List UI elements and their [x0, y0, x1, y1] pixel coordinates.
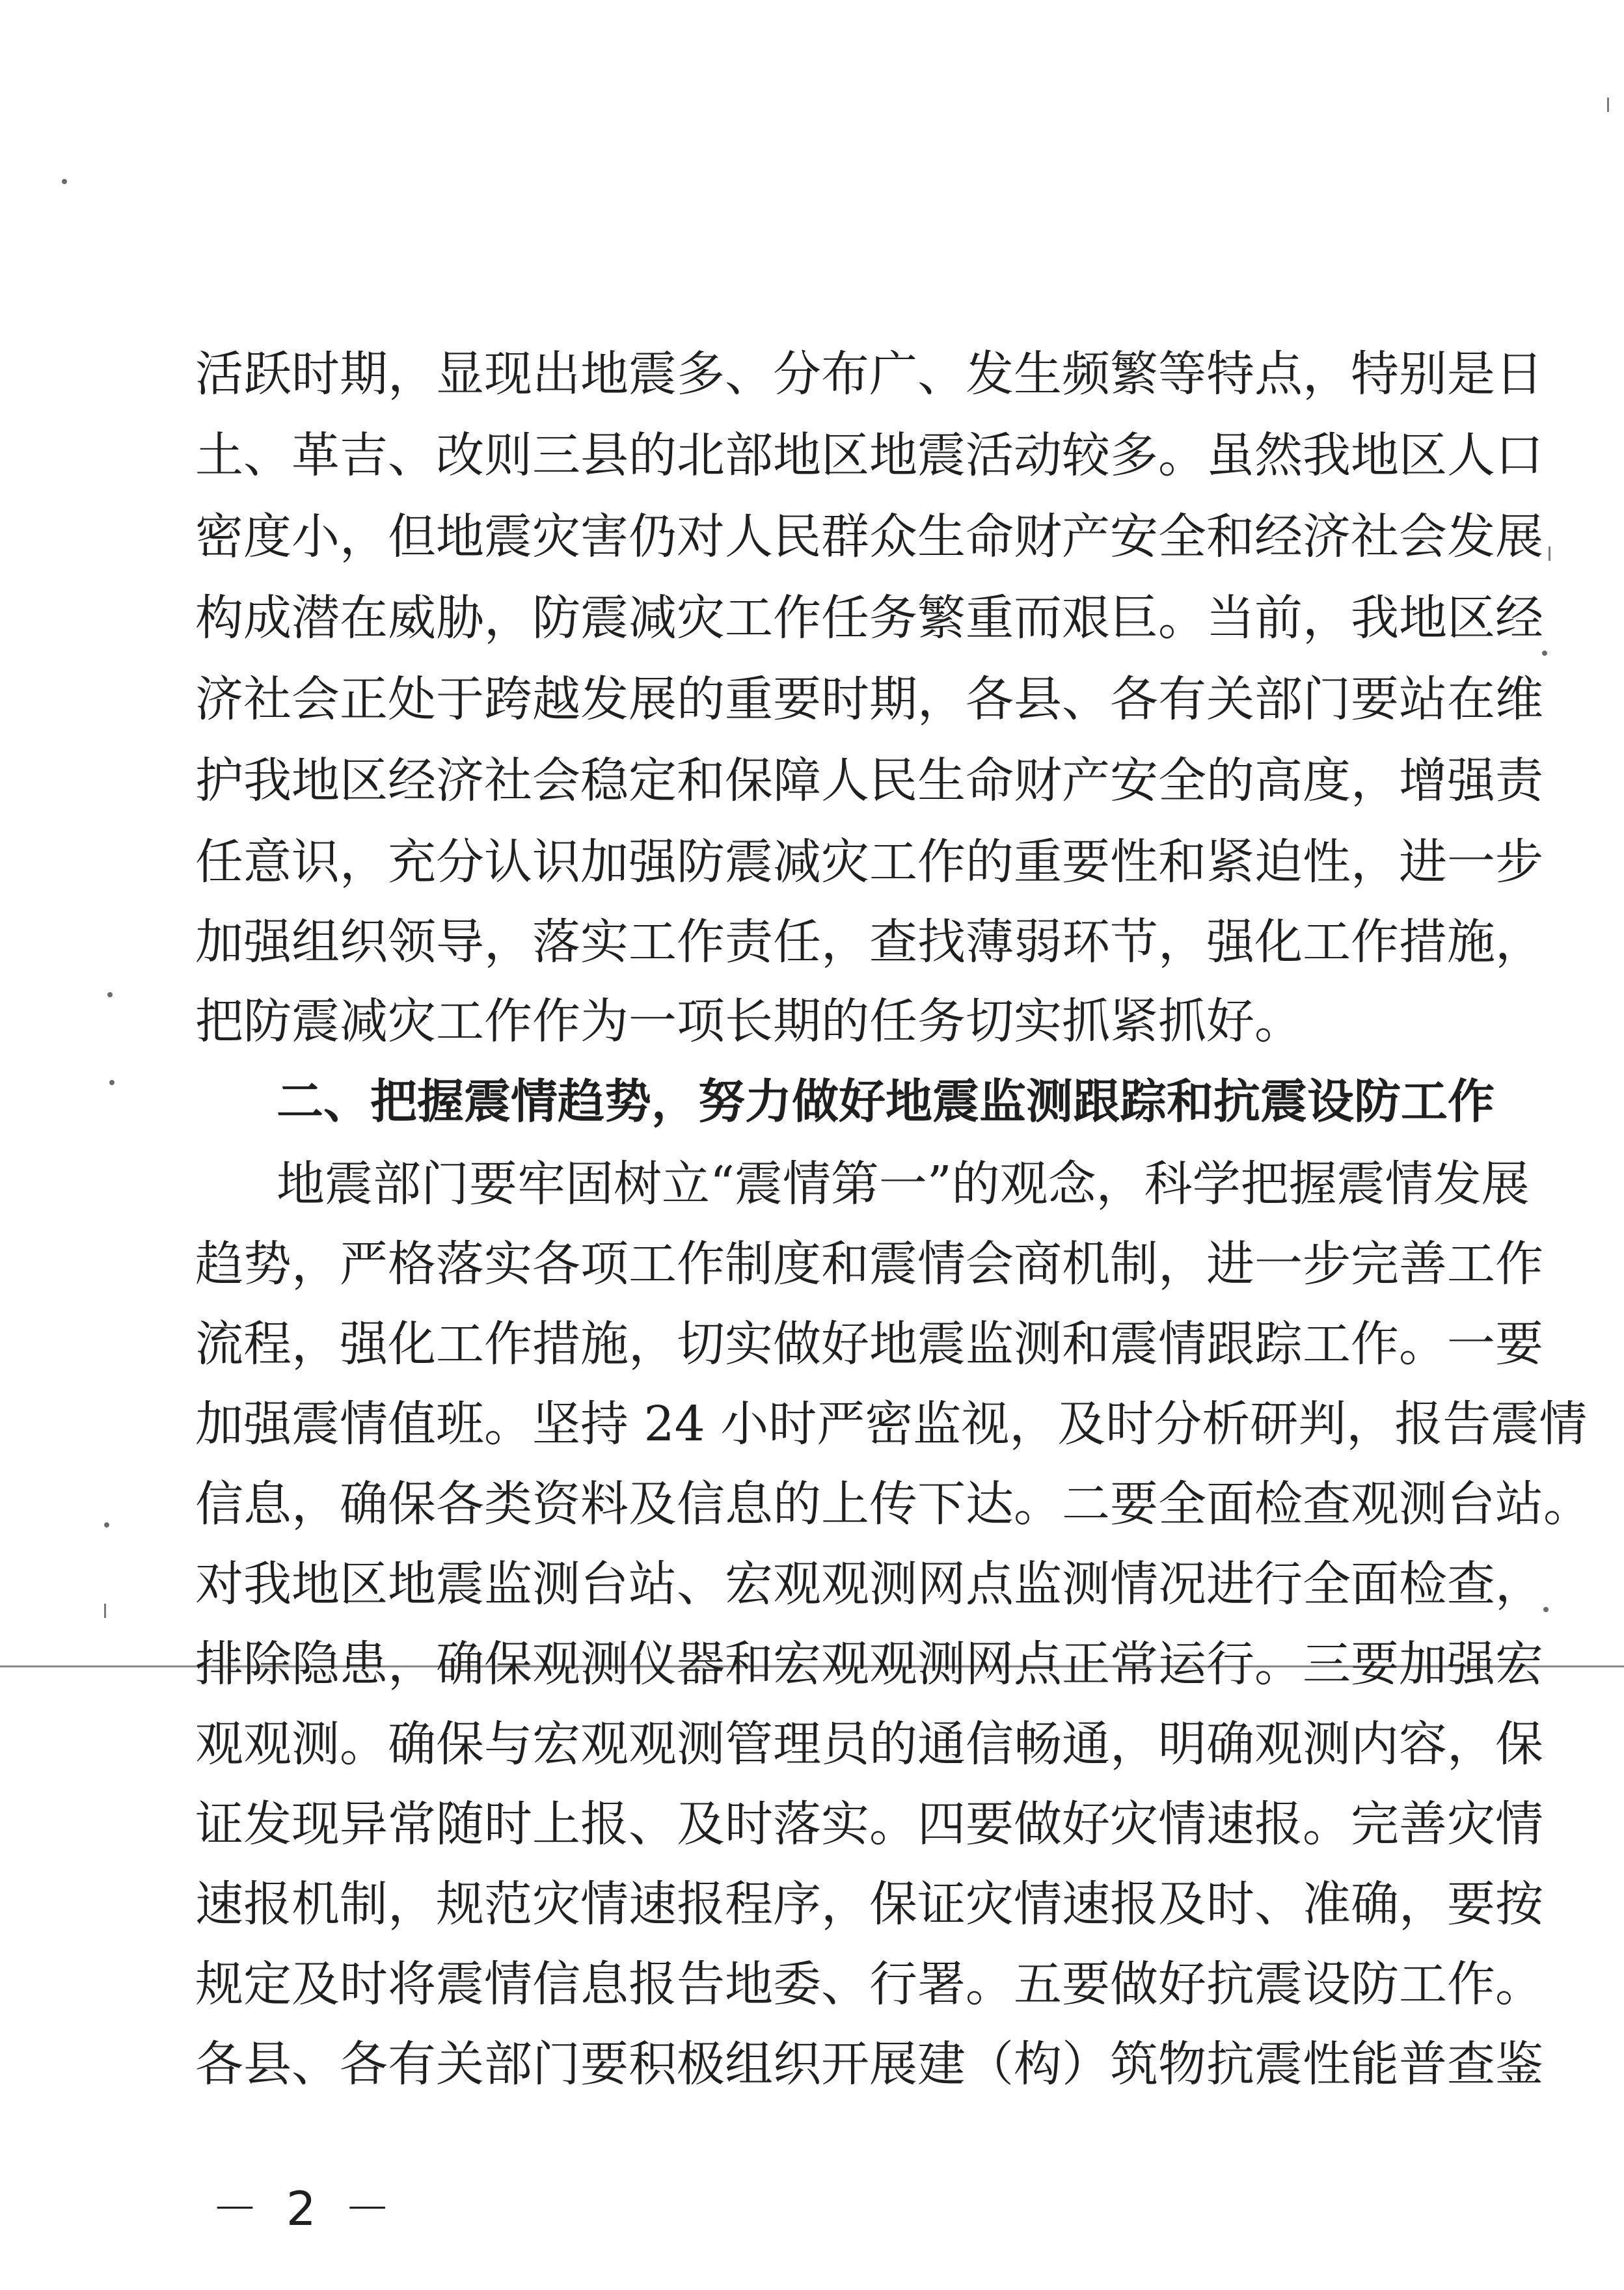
body-text-line: 土、革吉、改则三县的北部地区地震活动较多。虽然我地区人口: [195, 427, 1543, 483]
body-text-line: 济社会正处于跨越发展的重要时期，各县、各有关部门要站在维: [195, 671, 1543, 727]
body-text-line: 趋势，严格落实各项工作制度和震情会商机制，进一步完善工作: [195, 1236, 1543, 1292]
body-text-line: 信息，确保各类资料及信息的上传下达。二要全面检查观测台站。: [195, 1476, 1591, 1532]
scan-mark: [1607, 98, 1609, 112]
scan-speck: [104, 1522, 109, 1528]
body-text-line: 速报机制，规范灾情速报程序，保证灾情速报及时、准确，要按: [195, 1876, 1543, 1932]
body-text-line: 任意识，充分认识加强防震减灾工作的重要性和紧迫性，进一步: [195, 834, 1543, 890]
body-text-line: 构成潜在威胁，防震减灾工作任务繁重而艰巨。当前，我地区经: [195, 590, 1543, 646]
scan-speck: [1543, 1607, 1549, 1612]
page-number: － 2 －: [211, 2181, 398, 2236]
scan-mark: [104, 1604, 106, 1618]
body-text-line: 地震部门要牢固树立“震情第一”的观念，科学把握震情发展: [277, 1156, 1530, 1212]
scan-speck: [109, 1080, 115, 1085]
body-text-line: 密度小，但地震灾害仍对人民群众生命财产安全和经济社会发展: [195, 509, 1543, 565]
scan-speck: [107, 992, 113, 997]
scan-speck: [62, 179, 67, 184]
scan-speck: [1542, 651, 1547, 656]
body-text-line: 观观测。确保与宏观观测管理员的通信畅通，明确观测内容，保: [195, 1716, 1543, 1772]
body-text-line: 加强震情值班。坚持 24 小时严密监视，及时分析研判，报告震情: [195, 1396, 1588, 1452]
body-text-line: 对我地区地震监测台站、宏观观测网点监测情况进行全面检查，: [195, 1556, 1543, 1612]
body-text-line: 各县、各有关部门要积极组织开展建（构）筑物抗震性能普查鉴: [195, 2036, 1543, 2092]
body-text-line: 证发现异常随时上报、及时落实。四要做好灾情速报。完善灾情: [195, 1796, 1543, 1852]
scan-mark: [1549, 546, 1550, 561]
body-text-line: 活跃时期，显现出地震多、分布广、发生频繁等特点，特别是日: [195, 346, 1543, 402]
body-text-line: 把防震减灾工作作为一项长期的任务切实抓紧抓好。: [195, 993, 1303, 1049]
body-text-line: 加强组织领导，落实工作责任，查找薄弱环节，强化工作措施，: [195, 914, 1543, 970]
section-heading: 二、把握震情趋势，努力做好地震监测跟踪和抗震设防工作: [277, 1074, 1495, 1129]
body-text-line: 规定及时将震情信息报告地委、行署。五要做好抗震设防工作。: [195, 1956, 1543, 2012]
body-text-line: 护我地区经济社会稳定和保障人民生命财产安全的高度，增强责: [195, 753, 1543, 809]
body-text-line: 排除隐患，确保观测仪器和宏观观测网点正常运行。三要加强宏: [195, 1636, 1543, 1692]
body-text-line: 流程，强化工作措施，切实做好地震监测和震情跟踪工作。一要: [195, 1316, 1543, 1372]
